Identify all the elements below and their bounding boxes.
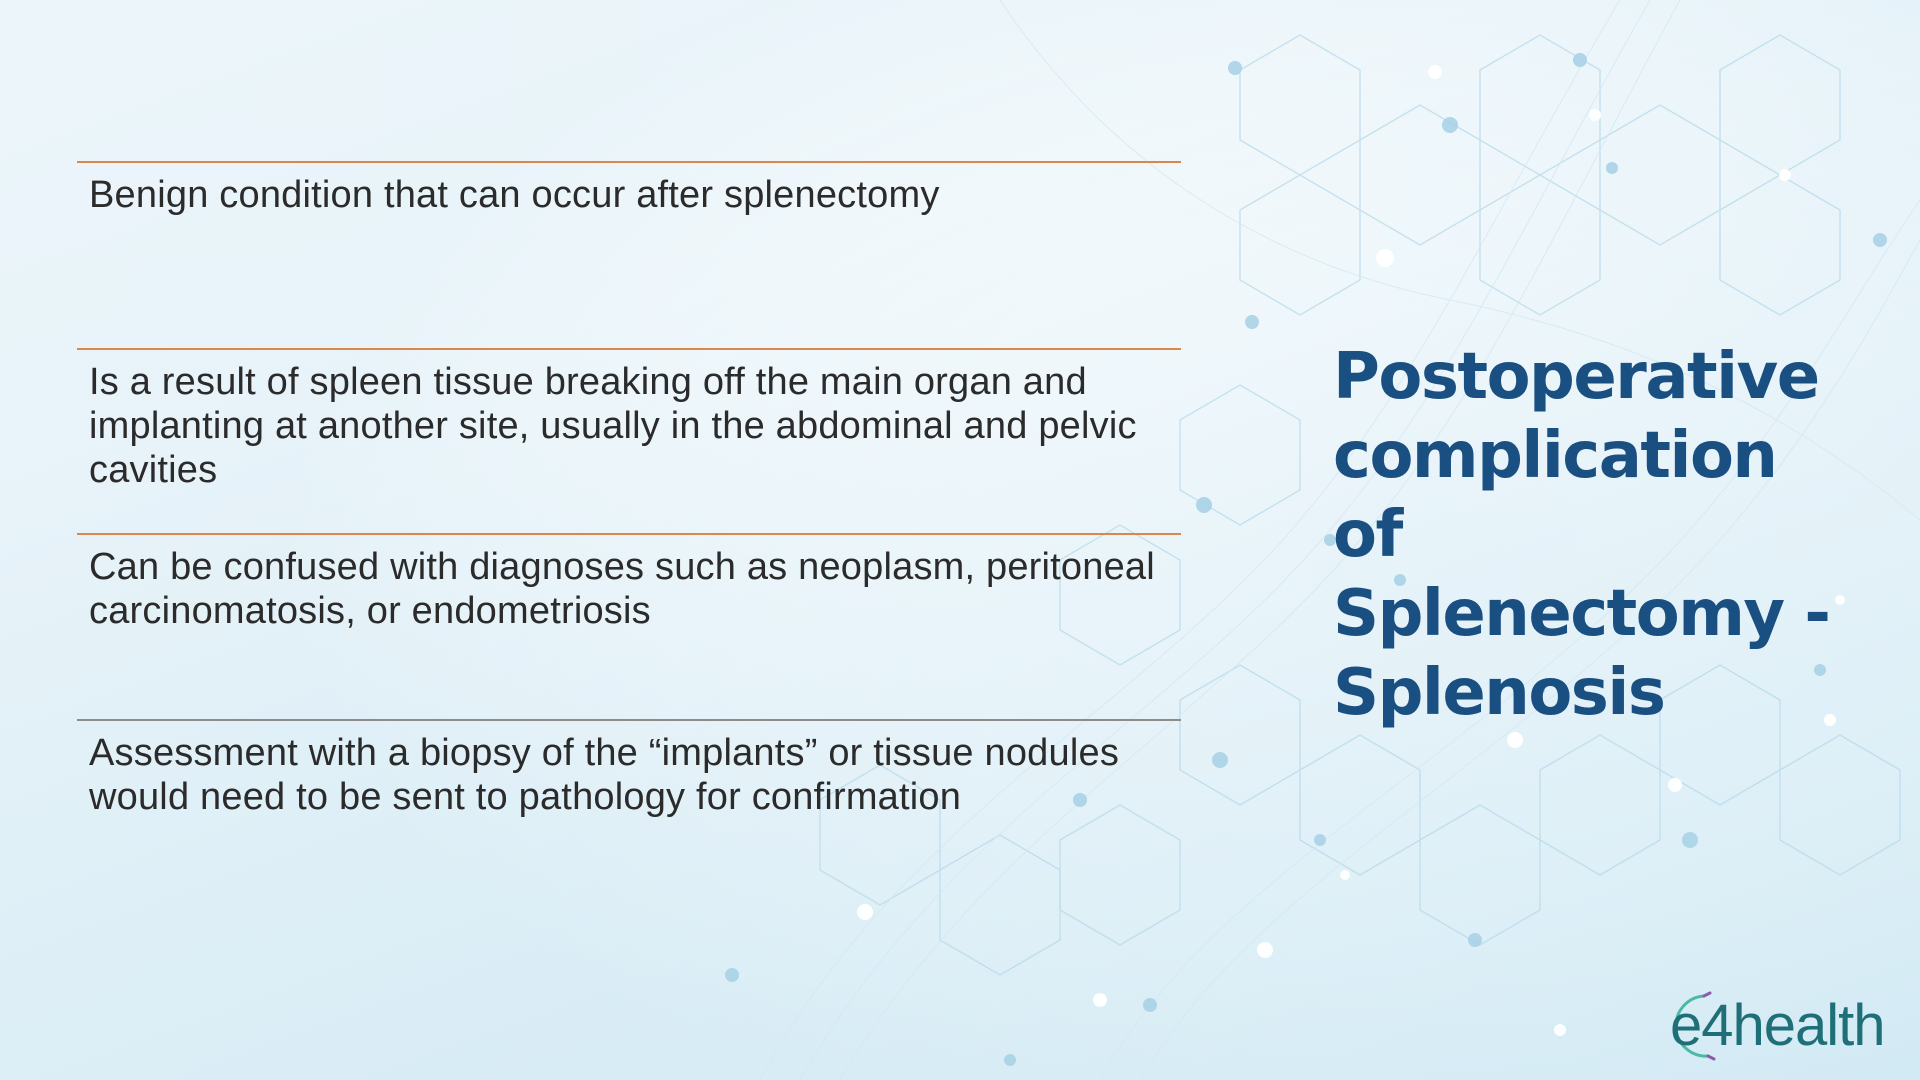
bullet-item [77, 533, 1181, 633]
title-line: complication [1333, 419, 1777, 493]
title-line: Splenosis [1333, 656, 1665, 730]
bullet-item [77, 719, 1181, 819]
bullet-text: Is a result of spleen tissue breaking off the main organ and implanting at another site, usually in the abdominal and pelvic cavities [89, 361, 1137, 491]
bullet-text: Assessment with a biopsy of the “implants” or tissue nodules would need to be sent to pathology for confirmation [89, 732, 1120, 818]
title-line: of [1333, 498, 1402, 572]
bullet-item [77, 348, 1181, 492]
title-line: Splenectomy - [1333, 577, 1830, 651]
title-line: Postoperative [1333, 340, 1819, 414]
e4health-logo [1664, 990, 1900, 1062]
slide-title [1333, 338, 1893, 733]
bullet-text: Can be confused with diagnoses such as neoplasm, peritoneal carcinomatosis, or endometriosis [89, 546, 1155, 632]
bullet-item [77, 161, 1181, 217]
logo-text: e4health [1670, 993, 1885, 1058]
bullet-text: Benign condition that can occur after splenectomy [89, 174, 940, 216]
